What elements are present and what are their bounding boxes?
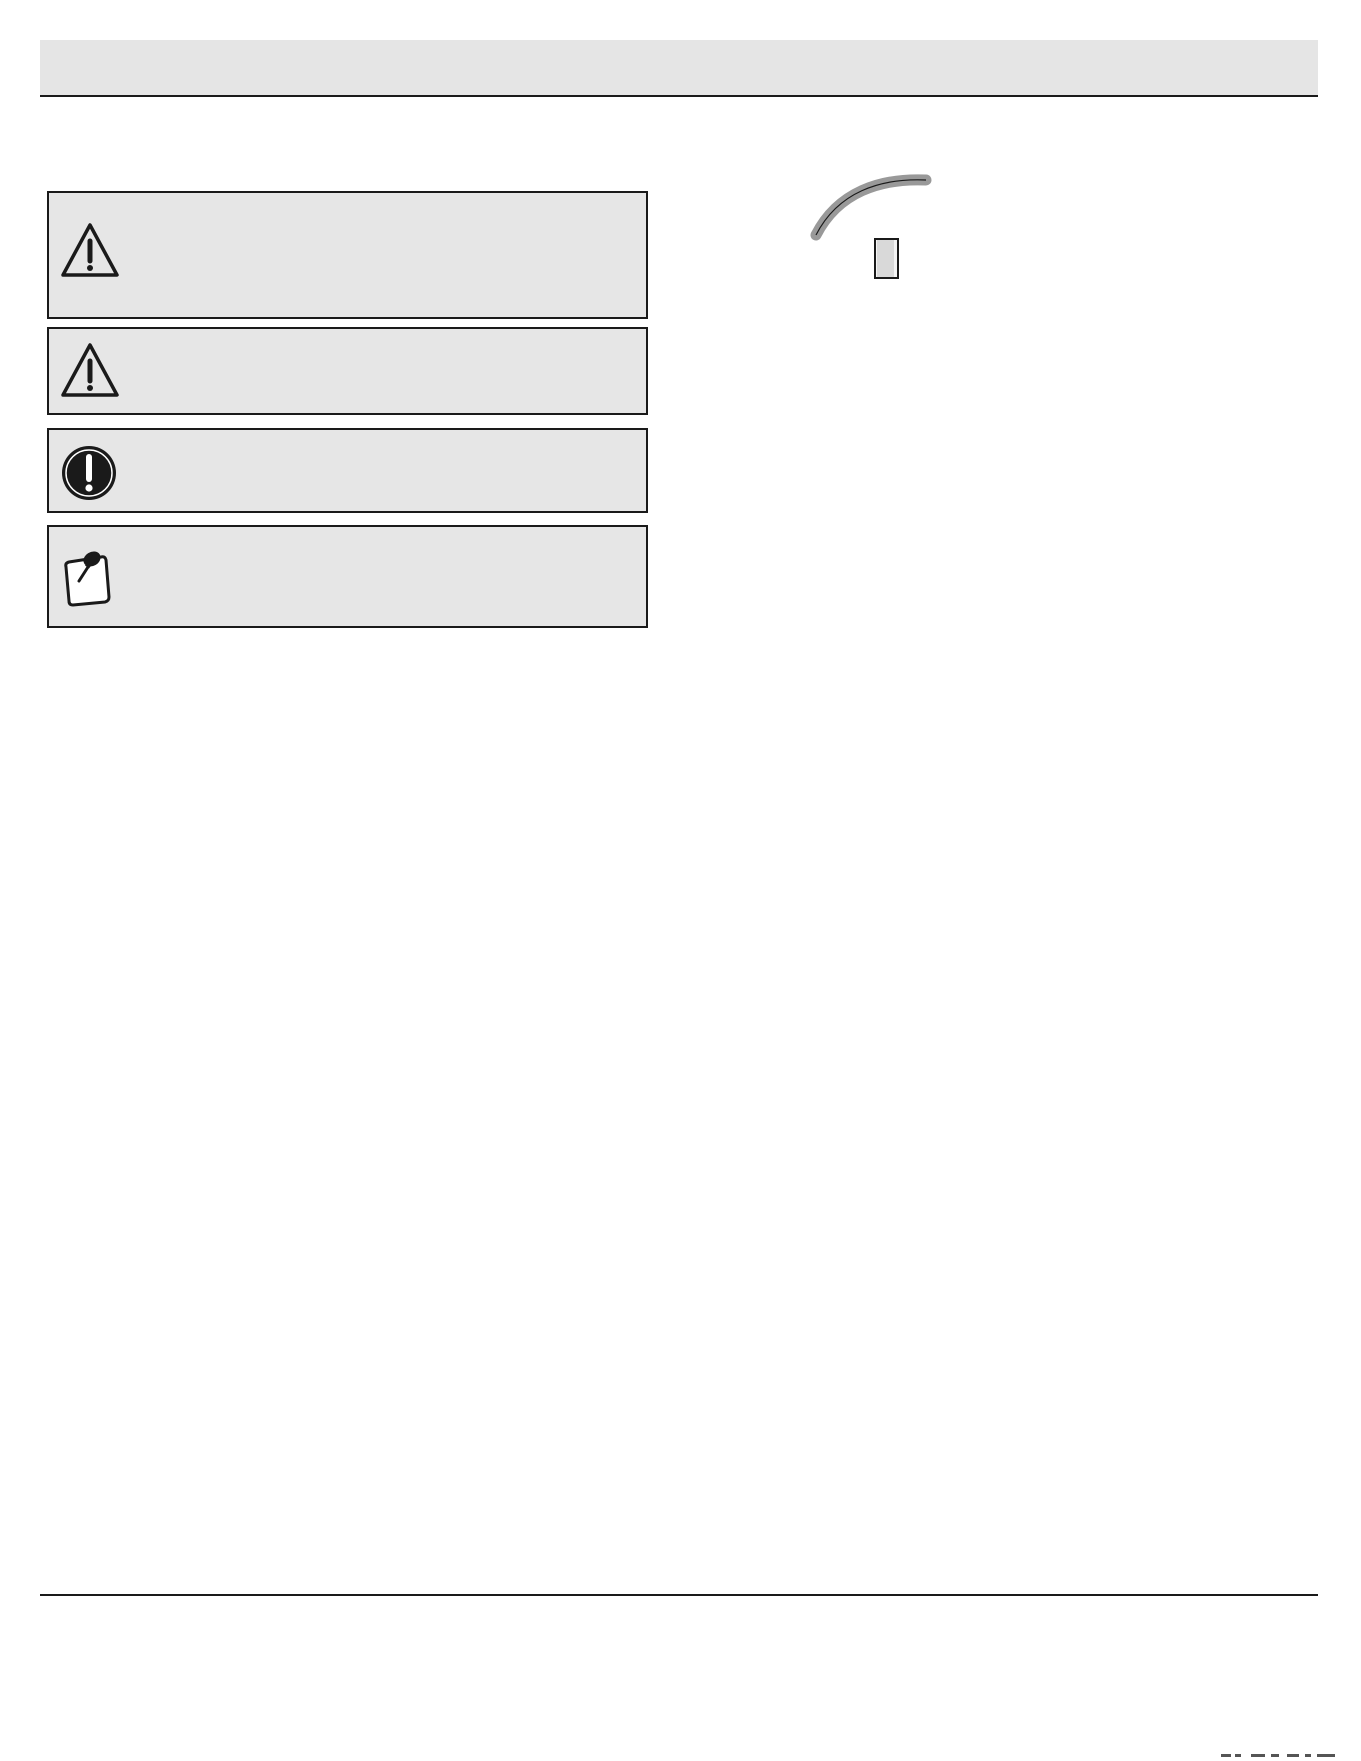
footer-corner-mark — [1221, 1753, 1341, 1759]
warning-triangle-icon — [59, 341, 121, 399]
fan-assembly-diagram — [720, 170, 1240, 1040]
warning-callout — [47, 191, 648, 319]
page-header-band — [40, 40, 1318, 97]
note-callout — [47, 525, 648, 628]
footer-rule — [40, 1594, 1318, 1596]
switch-housing-part — [816, 180, 926, 278]
important-callout — [47, 428, 648, 513]
exclamation-circle-icon — [59, 443, 119, 503]
caution-callout — [47, 327, 648, 415]
pushpin-note-icon — [59, 545, 117, 609]
warning-triangle-icon — [59, 221, 121, 279]
